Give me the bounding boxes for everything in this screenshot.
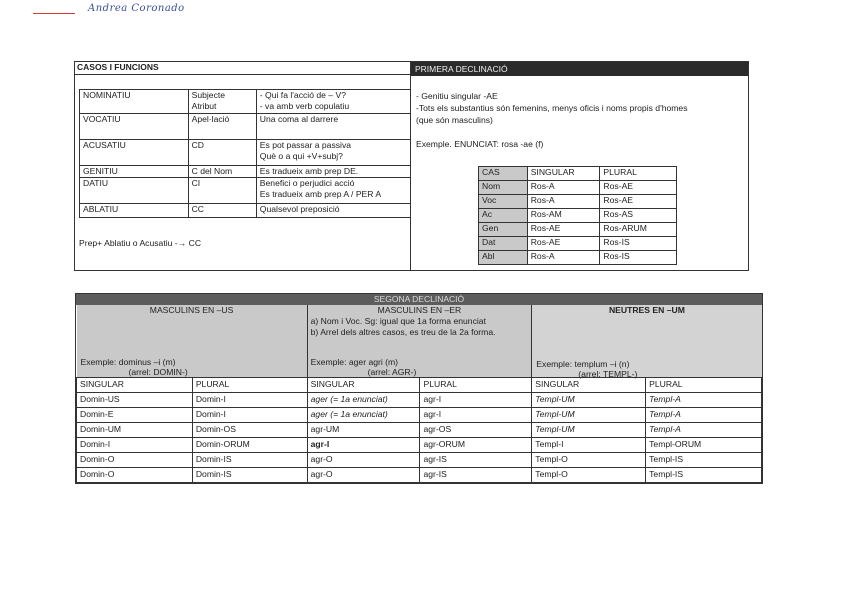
segona-form-cell: Templ-A	[646, 422, 762, 437]
primera-form-cell: Ros-AS	[600, 209, 677, 223]
casos-desc-cell: Es pot passar a passiva Què o a qui +V+subj?	[256, 140, 410, 166]
segona-form-cell: Templ-UM	[532, 407, 646, 422]
primera-row	[479, 195, 677, 209]
segona-form-cell: Domin-IS	[192, 452, 307, 467]
segona-row	[77, 452, 762, 467]
segona-form-cell: ager (= 1a enunciat)	[307, 407, 420, 422]
segona-form-cell: Domin-I	[192, 392, 307, 407]
segona-form-cell: ager (= 1a enunciat)	[307, 392, 420, 407]
casos-row	[80, 140, 411, 166]
segona-form-cell: Domin-UM	[77, 422, 193, 437]
segona-form-cell: agr-IS	[420, 452, 532, 467]
primera-form-cell: Ros-IS	[600, 251, 677, 265]
segona-form-cell: Domin-OS	[192, 422, 307, 437]
masc-us-root: (arrel: DOMIN-)	[128, 367, 188, 377]
primera-header-cell: SINGULAR	[527, 167, 600, 181]
primera-form-cell: Ros-A	[527, 251, 600, 265]
primera-header-row	[479, 167, 677, 181]
segona-title: SEGONA DECLINACIÓ	[76, 294, 762, 305]
primera-header-cell: CAS	[479, 167, 528, 181]
segona-header-cell: PLURAL	[646, 377, 762, 392]
casos-case-cell: ACUSATIU	[80, 140, 189, 166]
primera-row	[479, 209, 677, 223]
masc-er-example: Exemple: ager agri (m)	[310, 357, 399, 367]
casos-note: Prep+ Ablatiu o Acusatiu -→ CC	[79, 238, 202, 248]
casos-case-cell: VOCATIU	[80, 114, 189, 140]
primera-case-cell: Ac	[479, 209, 528, 223]
casos-case-cell: DATIU	[80, 178, 189, 204]
primera-form-cell: Ros-ARUM	[600, 223, 677, 237]
casos-case-cell: NOMINATIU	[80, 90, 189, 114]
primera-form-cell: Ros-IS	[600, 237, 677, 251]
segona-form-cell: agr-O	[307, 452, 420, 467]
masc-er-note2: b) Arrel dels altres casos, es treu de la 2a forma.	[310, 327, 496, 337]
segona-header-cell: PLURAL	[192, 377, 307, 392]
segona-row	[77, 467, 762, 482]
segona-form-cell: Templ-IS	[646, 452, 762, 467]
segona-form-cell: agr-I	[420, 407, 532, 422]
casos-func-cell: CD	[188, 140, 256, 166]
primera-case-cell: Abl	[479, 251, 528, 265]
masc-us-title: MASCULINS EN –US	[149, 305, 234, 315]
segona-form-cell: Domin-US	[77, 392, 193, 407]
casos-func-cell: CI	[188, 178, 256, 204]
segona-form-cell: Domin-IS	[192, 467, 307, 482]
casos-desc-cell: Benefici o perjudici acció Es tradueix amb prep A / PER A	[256, 178, 410, 204]
primera-form-cell: Ros-AE	[600, 181, 677, 195]
segona-form-cell: Templ-UM	[532, 392, 646, 407]
neutres-root: (arrel: TEMPL-)	[578, 369, 638, 379]
segona-row	[77, 407, 762, 422]
segona-form-cell: agr-I	[420, 392, 532, 407]
primera-line1: - Genitiu singular -AE	[416, 91, 498, 101]
masc-us-cell	[77, 305, 308, 377]
primera-line2: -Tots els substantius són femenins, menys oficis i noms propis d'homes	[416, 103, 688, 113]
segona-form-cell: Domin-O	[77, 467, 193, 482]
casos-desc-cell: Una coma al darrere	[256, 114, 410, 140]
masc-er-cell	[307, 305, 532, 377]
casos-row	[80, 90, 411, 114]
masc-us-example: Exemple: dominus –i (m)	[80, 357, 176, 367]
primera-form-cell: Ros-AE	[600, 195, 677, 209]
primera-case-cell: Gen	[479, 223, 528, 237]
segona-form-cell: Domin-ORUM	[192, 437, 307, 452]
primera-form-cell: Ros-A	[527, 195, 600, 209]
casos-row	[80, 114, 411, 140]
segona-row	[77, 422, 762, 437]
segona-form-cell: Templ-ORUM	[646, 437, 762, 452]
handwritten-name: Andrea Coronado	[88, 3, 185, 14]
segona-form-cell: Templ-UM	[532, 422, 646, 437]
casos-func-cell: CC	[188, 204, 256, 218]
segona-header-cell: SINGULAR	[532, 377, 646, 392]
casos-desc-cell: Qualsevol preposició	[256, 204, 410, 218]
casos-case-cell: ABLATIU	[80, 204, 189, 218]
segona-form-cell: Templ-O	[532, 467, 646, 482]
neutres-example: Exemple: templum –i (n)	[536, 359, 630, 369]
segona-header-cell: PLURAL	[420, 377, 532, 392]
casos-func-cell: C del Nom	[188, 166, 256, 178]
masc-er-root: (arrel: AGR-)	[367, 367, 417, 377]
segona-form-cell: Domin-E	[77, 407, 193, 422]
segona-row	[77, 437, 762, 452]
segona-form-cell: agr-I	[307, 437, 420, 452]
primera-case-cell: Dat	[479, 237, 528, 251]
primera-row	[479, 181, 677, 195]
primera-row	[479, 223, 677, 237]
segona-form-cell: Domin-I	[77, 437, 193, 452]
casos-desc-cell: - Qui fa l'acció de – V? - va amb verb copulatiu	[256, 90, 410, 114]
casos-row	[80, 178, 411, 204]
primera-row	[479, 251, 677, 265]
segona-form-cell: agr-O	[307, 467, 420, 482]
casos-row	[80, 204, 411, 218]
primera-line3: (que són masculins)	[416, 115, 493, 125]
neutres-cell	[532, 305, 762, 377]
primera-form-cell: Ros-A	[527, 181, 600, 195]
primera-example: Exemple. ENUNCIAT: rosa -ae (f)	[416, 139, 544, 149]
casos-row	[80, 166, 411, 178]
segona-form-cell: agr-OS	[420, 422, 532, 437]
segona-table	[76, 305, 762, 483]
masc-er-title: MASCULINS EN –ER	[377, 305, 462, 315]
casos-func-cell: Apel·lació	[188, 114, 256, 140]
primera-form-cell: Ros-AE	[527, 223, 600, 237]
segona-form-cell: agr-UM	[307, 422, 420, 437]
casos-desc-cell: Es tradueix amb prep DE.	[256, 166, 410, 178]
primera-form-cell: Ros-AE	[527, 237, 600, 251]
primera-header-cell: PLURAL	[600, 167, 677, 181]
casos-table	[79, 89, 411, 218]
casos-title: CASOS I FUNCIONS	[77, 62, 159, 72]
segona-header-row	[77, 377, 762, 392]
neutres-title: NEUTRES EN –UM	[608, 305, 685, 315]
segona-panel	[75, 293, 763, 484]
segona-form-cell: Templ-A	[646, 392, 762, 407]
primera-case-cell: Voc	[479, 195, 528, 209]
segona-form-cell: agr-IS	[420, 467, 532, 482]
primera-form-cell: Ros-AM	[527, 209, 600, 223]
segona-form-cell: agr-ORUM	[420, 437, 532, 452]
primera-row	[479, 237, 677, 251]
casos-panel	[74, 61, 411, 271]
primera-title: PRIMERA DECLINACIÓ	[411, 62, 748, 76]
segona-header-cell: SINGULAR	[77, 377, 193, 392]
casos-case-cell: GENITIU	[80, 166, 189, 178]
segona-form-cell: Templ-O	[532, 452, 646, 467]
casos-func-cell: Subjecte Atribut	[188, 90, 256, 114]
segona-form-cell: Templ-A	[646, 407, 762, 422]
red-underline-mark	[33, 13, 75, 14]
segona-row	[77, 392, 762, 407]
segona-header-cell: SINGULAR	[307, 377, 420, 392]
segona-form-cell: Domin-O	[77, 452, 193, 467]
primera-case-cell: Nom	[479, 181, 528, 195]
segona-form-cell: Templ-IS	[646, 467, 762, 482]
segona-form-cell: Templ-I	[532, 437, 646, 452]
masc-er-note1: a) Nom i Voc. Sg: igual que 1a forma enunciat	[310, 316, 486, 326]
primera-table	[478, 166, 677, 265]
primera-panel	[410, 61, 749, 271]
segona-form-cell: Domin-I	[192, 407, 307, 422]
